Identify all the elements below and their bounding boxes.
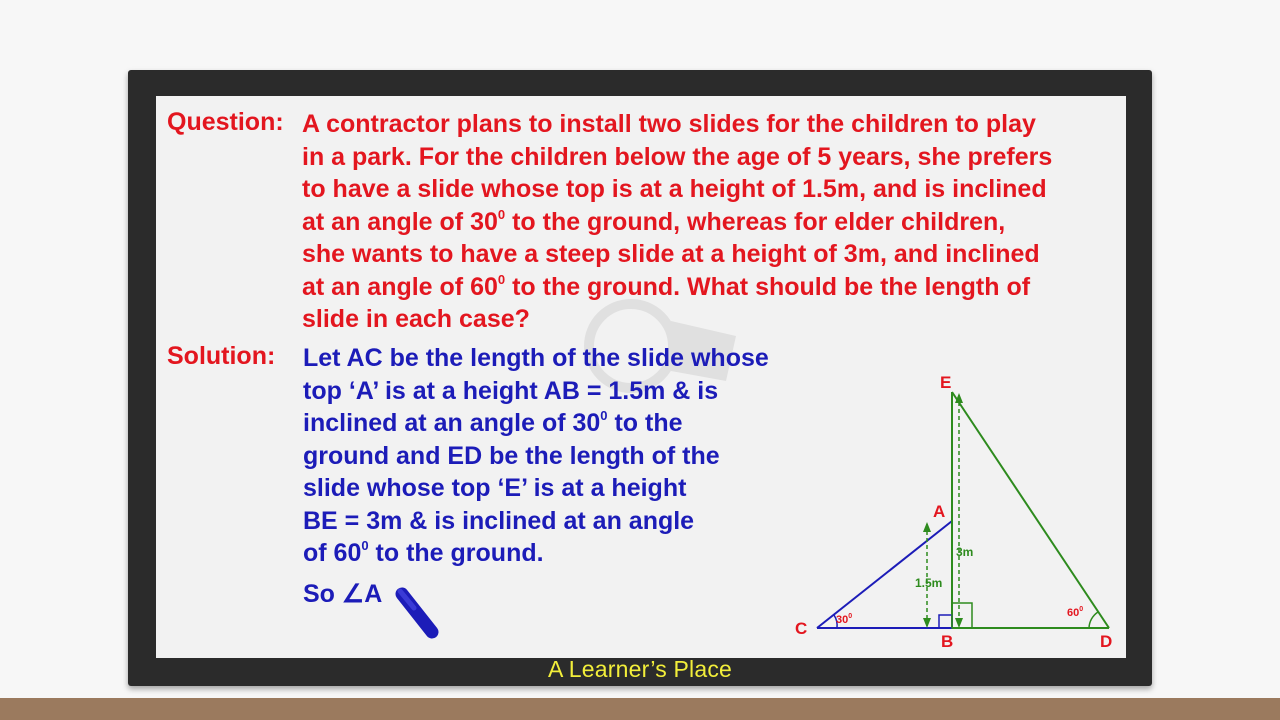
so-angle-text: So ∠A (303, 580, 383, 608)
height-label-be: 3m (956, 545, 974, 559)
point-label-e: E (940, 373, 952, 392)
whiteboard (156, 96, 1126, 658)
right-angle-eb (952, 603, 972, 628)
question-line-1: A contractor plans to install two slides for the children to play (302, 110, 1036, 138)
point-label-a: A (933, 502, 946, 521)
floor-strip (0, 698, 1280, 720)
solution-line-3: inclined at an angle of $30^0$ to the (303, 408, 683, 437)
slide-ac (817, 521, 952, 628)
point-label-d: D (1100, 632, 1113, 651)
point-label-b: B (941, 632, 954, 651)
marker-pen-icon (394, 586, 444, 642)
solution-label: Solution: (167, 342, 276, 370)
solution-line-6: BE = 3m & is inclined at an angle (303, 506, 695, 535)
question-line-6: at an angle of $60^0$ to the ground. What should be the length of (302, 271, 1031, 301)
solution-line-2: top ‘A’ is at a height AB = 1.5m & is (303, 376, 719, 405)
solution-line-7: of $60^0$ to the ground. (303, 538, 544, 567)
solution-line-1: Let AC be the length of the slide whose (303, 344, 769, 372)
point-label-c: C (795, 619, 808, 638)
solution-line-5: slide whose top ‘E’ is at a height (303, 474, 687, 502)
triangle-diagram (156, 96, 1126, 658)
angle-d-arc (1089, 612, 1098, 628)
question-line-5: she wants to have a steep slide at a height of 3m, and inclined (302, 240, 1040, 268)
question-label: Question: (167, 108, 284, 136)
question-line-4: at an angle of $30^0$ to the ground, whereas for elder children, (302, 206, 1006, 236)
solution-line-4: ground and ED be the length of the (303, 441, 720, 470)
angle-label-c: $30^0$ (836, 613, 853, 626)
blackboard-frame (128, 70, 1152, 686)
height-label-ab: 1.5m (915, 576, 943, 590)
question-line-2: in a park. For the children below the age of 5 years, she prefers (302, 142, 1053, 171)
angle-label-d: $60^0$ (1067, 606, 1084, 619)
question-line-3: to have a slide whose top is at a height of 1.5m, and is inclined (302, 175, 1047, 203)
right-angle-ab (939, 615, 952, 628)
footer-brand-label: A Learner’s Place (547, 656, 733, 682)
slide-ed (952, 392, 1109, 628)
question-line-7: slide in each case? (302, 305, 530, 333)
